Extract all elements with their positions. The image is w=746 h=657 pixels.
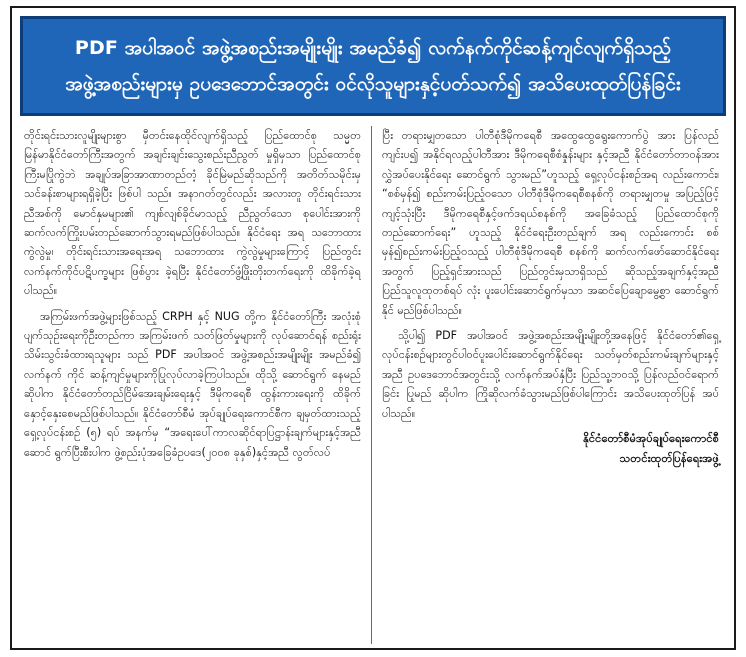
headline-banner — [20, 16, 726, 116]
paragraph-4: သို့ပါ၍ PDF အပါအဝင် အဖွဲ့အစည်းအမျိုးမျိုးတို့အနေဖြင့် နိုင်ငံတော်၏ရှေ့လုပ်ငန်းစဉ်များတွင်ပါဝင်ပူးပေါင်းဆောင်ရွက်နိုင်ရေး သတ်မှတ်စည်းကမ်းချက်များနှင့်အညီ ဥပဒေဘောင်အတွင်းသို့ လက်နက်အပ်နှံပြီး ပြည်သူ့ဘဝသို့ ပြန်လည်ဝင်ရောက်ခြင်း ပြုမည် ဆိုပါက ကြိုဆိုလက်ခံသွားမည်ဖြစ်ပါကြောင်း အသိပေးထုတ်ပြန် အပ်ပါသည်။ — [382, 329, 719, 420]
signature-department: သတင်းထုတ်ပြန်ရေးအဖွဲ့ — [619, 452, 719, 466]
article-body — [20, 126, 726, 644]
paragraph-3: ပြီး တရားမျှတသော ပါတီစုံဒီမိုကရေစီ အထွေထွေရွေးကောက်ပွဲ အား ပြန်လည်ကျင်းပ၍ အနိုင်ရလည့်ပါတီအား ဒီမိုကရေစီစံနှုန်းများ နှင့်အညီ နိုင်ငံတော်တာဝန်အား လွှဲအပ်ပေးနိုင်ရေး ဆောင်ရွက် သွားမည်”ဟူသည့် ရှေ့လုပ်ငန်းစဉ်အရ လည်းကောင်း၊ “စစ်မှန်၍ စည်းကမ်းပြည့်ဝသော ပါတီစုံဒီမိုကရေစီစနစ်ကို တရားမျှတမှု အပြည့်ဖြင့်ကျင့်သုံးပြီး ဒီမိုကရေစီနှင့်ဖက်ဒရယ်စနစ်ကို အခြေခံသည့် ပြည်ထောင်စုကို တည်ဆောက်ရေး” ဟူသည့် နိုင်ငံရေးဦးတည်ချက် အရ လည်းကောင်း စစ်မှန်၍စည်းကမ်းပြည့်ဝသည့် ပါတီစုံဒီမိုကရေစီ စနစ်ကို ဆက်လက်ဖော်ဆောင်နိုင်ရေးအတွက် ပြည့်ရှင်အားသည် ပြည်တွင်းမှသာရှိသည် ဆိုသည့်အချက်နှင့်အညီ ပြည်သူလူထုတစ်ရပ် လုံး ပူးပေါင်းဆောင်ရွက်မှသာ အဆင်ပြေချောမွေ့စွာ ဆောင်ရွက်နိုင် မည်ဖြစ်ပါသည်။ — [382, 129, 719, 317]
headline-line-1: PDF အပါအဝင် အဖွဲ့အစည်းအမျိုးမျိုး အမည်ခံ၍ လက်နက်ကိုင်ဆန့်ကျင်လျက်ရှိသည့် — [74, 37, 672, 59]
signature-block — [382, 429, 719, 469]
paragraph-2: အကြမ်းဖက်အဖွဲ့များဖြစ်သည့် CRPH နှင့် NUG တို့က နိုင်ငံတော်ကြီး အလုံးစုံပျက်သုဉ်းရေးကိုဦးတည်ကာ အကြမ်းဖက် သတ်ဖြတ်မှုများကို လုပ်ဆောင်ရန် စည်းရုံးသိမ်းသွင်းခံထားရသူများ သည် PDF အပါအဝင် အဖွဲ့အစည်းအမျိုးမျိုး အမည်ခံ၍ လက်နက် ကိုင် ဆန့်ကျင်မှုများကိုပြုလုပ်လာခဲ့ကြပါသည်။ ထိုသို့ ဆောင်ရွက် နေမည်ဆိုပါက နိုင်ငံတော်တည်ငြိမ်အေးချမ်းရေးနှင့် ဒီမိုကရေစီ ထွန်းကားရေးကို ထိခိုက်နှောင့်နှေးစေမည်ဖြစ်ပါသည်။ နိုင်ငံတော်စီမံ အုပ်ချုပ်ရေးကောင်စီက ချမှတ်ထားသည့် ရှေ့လုပ်ငန်းစဉ် (၅) ရပ် အနက်မှ “အရေးပေါ်ကာလဆိုင်ရာပြဋ္ဌာန်းချက်များနှင့်အညီ ဆောင် ရွက်ပြီးစီးပါက ဖွဲ့စည်းပုံအခြေခံဥပဒေ(၂၀၀၈ ခုနှစ်)နှင့်အညီ လွတ်လပ် — [24, 309, 361, 459]
announcement-page — [10, 6, 736, 650]
left-column — [20, 126, 371, 644]
headline-line-2: အဖွဲ့အစည်းများမှ ဥပဒေဘောင်အတွင်း ဝင်လိုသူများနှင့်ပတ်သက်၍ အသိပေးထုတ်ပြန်ခြင်း — [65, 73, 681, 95]
signature-issuer: နိုင်ငံတော်စီမံအုပ်ချုပ်ရေးကောင်စီ — [583, 432, 719, 446]
paragraph-1: တိုင်းရင်းသားလူမျိုးများစွာ မှီတင်းနေထိုင်လျက်ရှိသည့် ပြည်ထောင်စု သမ္မတမြန်မာနိုင်ငံတော်ကြီးအတွက် အချင်းချင်းသွေးစည်းညီညွတ် မှုရှိမှသာ ပြည်ထောင်စုကြီးမပြိုကွဲဘဲ အချုပ်အခြာအာဏာတည်တံ့ ခိုင်မြဲမည်ဆိုသည်ကို အတိတ်သမိုင်းမှ သင်ခန်းစာများရရှိခဲ့ပြီး ဖြစ်ပါ သည်။ အနာဂတ်တွင်လည်း အလားတူ တိုင်းရင်းသားညီအစ်ကို မောင်နှမများ၏ ကျစ်လျစ်ခိုင်မာသည့် ညီညွတ်သော စုပေါင်းအားကို ဆက်လက်ကြိုးပမ်းတည်ဆောက်သွားရမည်ဖြစ်ပါသည်။ နိုင်ငံရေး အရ သဘောထားကွဲလွဲမှု၊ တိုင်းရင်းသားအရေးအရ သဘောထား ကွဲလွဲမှုများကြောင့် ပြည်တွင်းလက်နက်ကိုင်ပဋိပက္ခများ ဖြစ်ပွား ခဲ့ရပြီး နိုင်ငံတော်ဖွံ့ဖြိုးတိုးတက်ရေးကို ထိခိုက်ခဲ့ရပါသည်။ — [24, 129, 361, 298]
right-column — [372, 126, 723, 644]
